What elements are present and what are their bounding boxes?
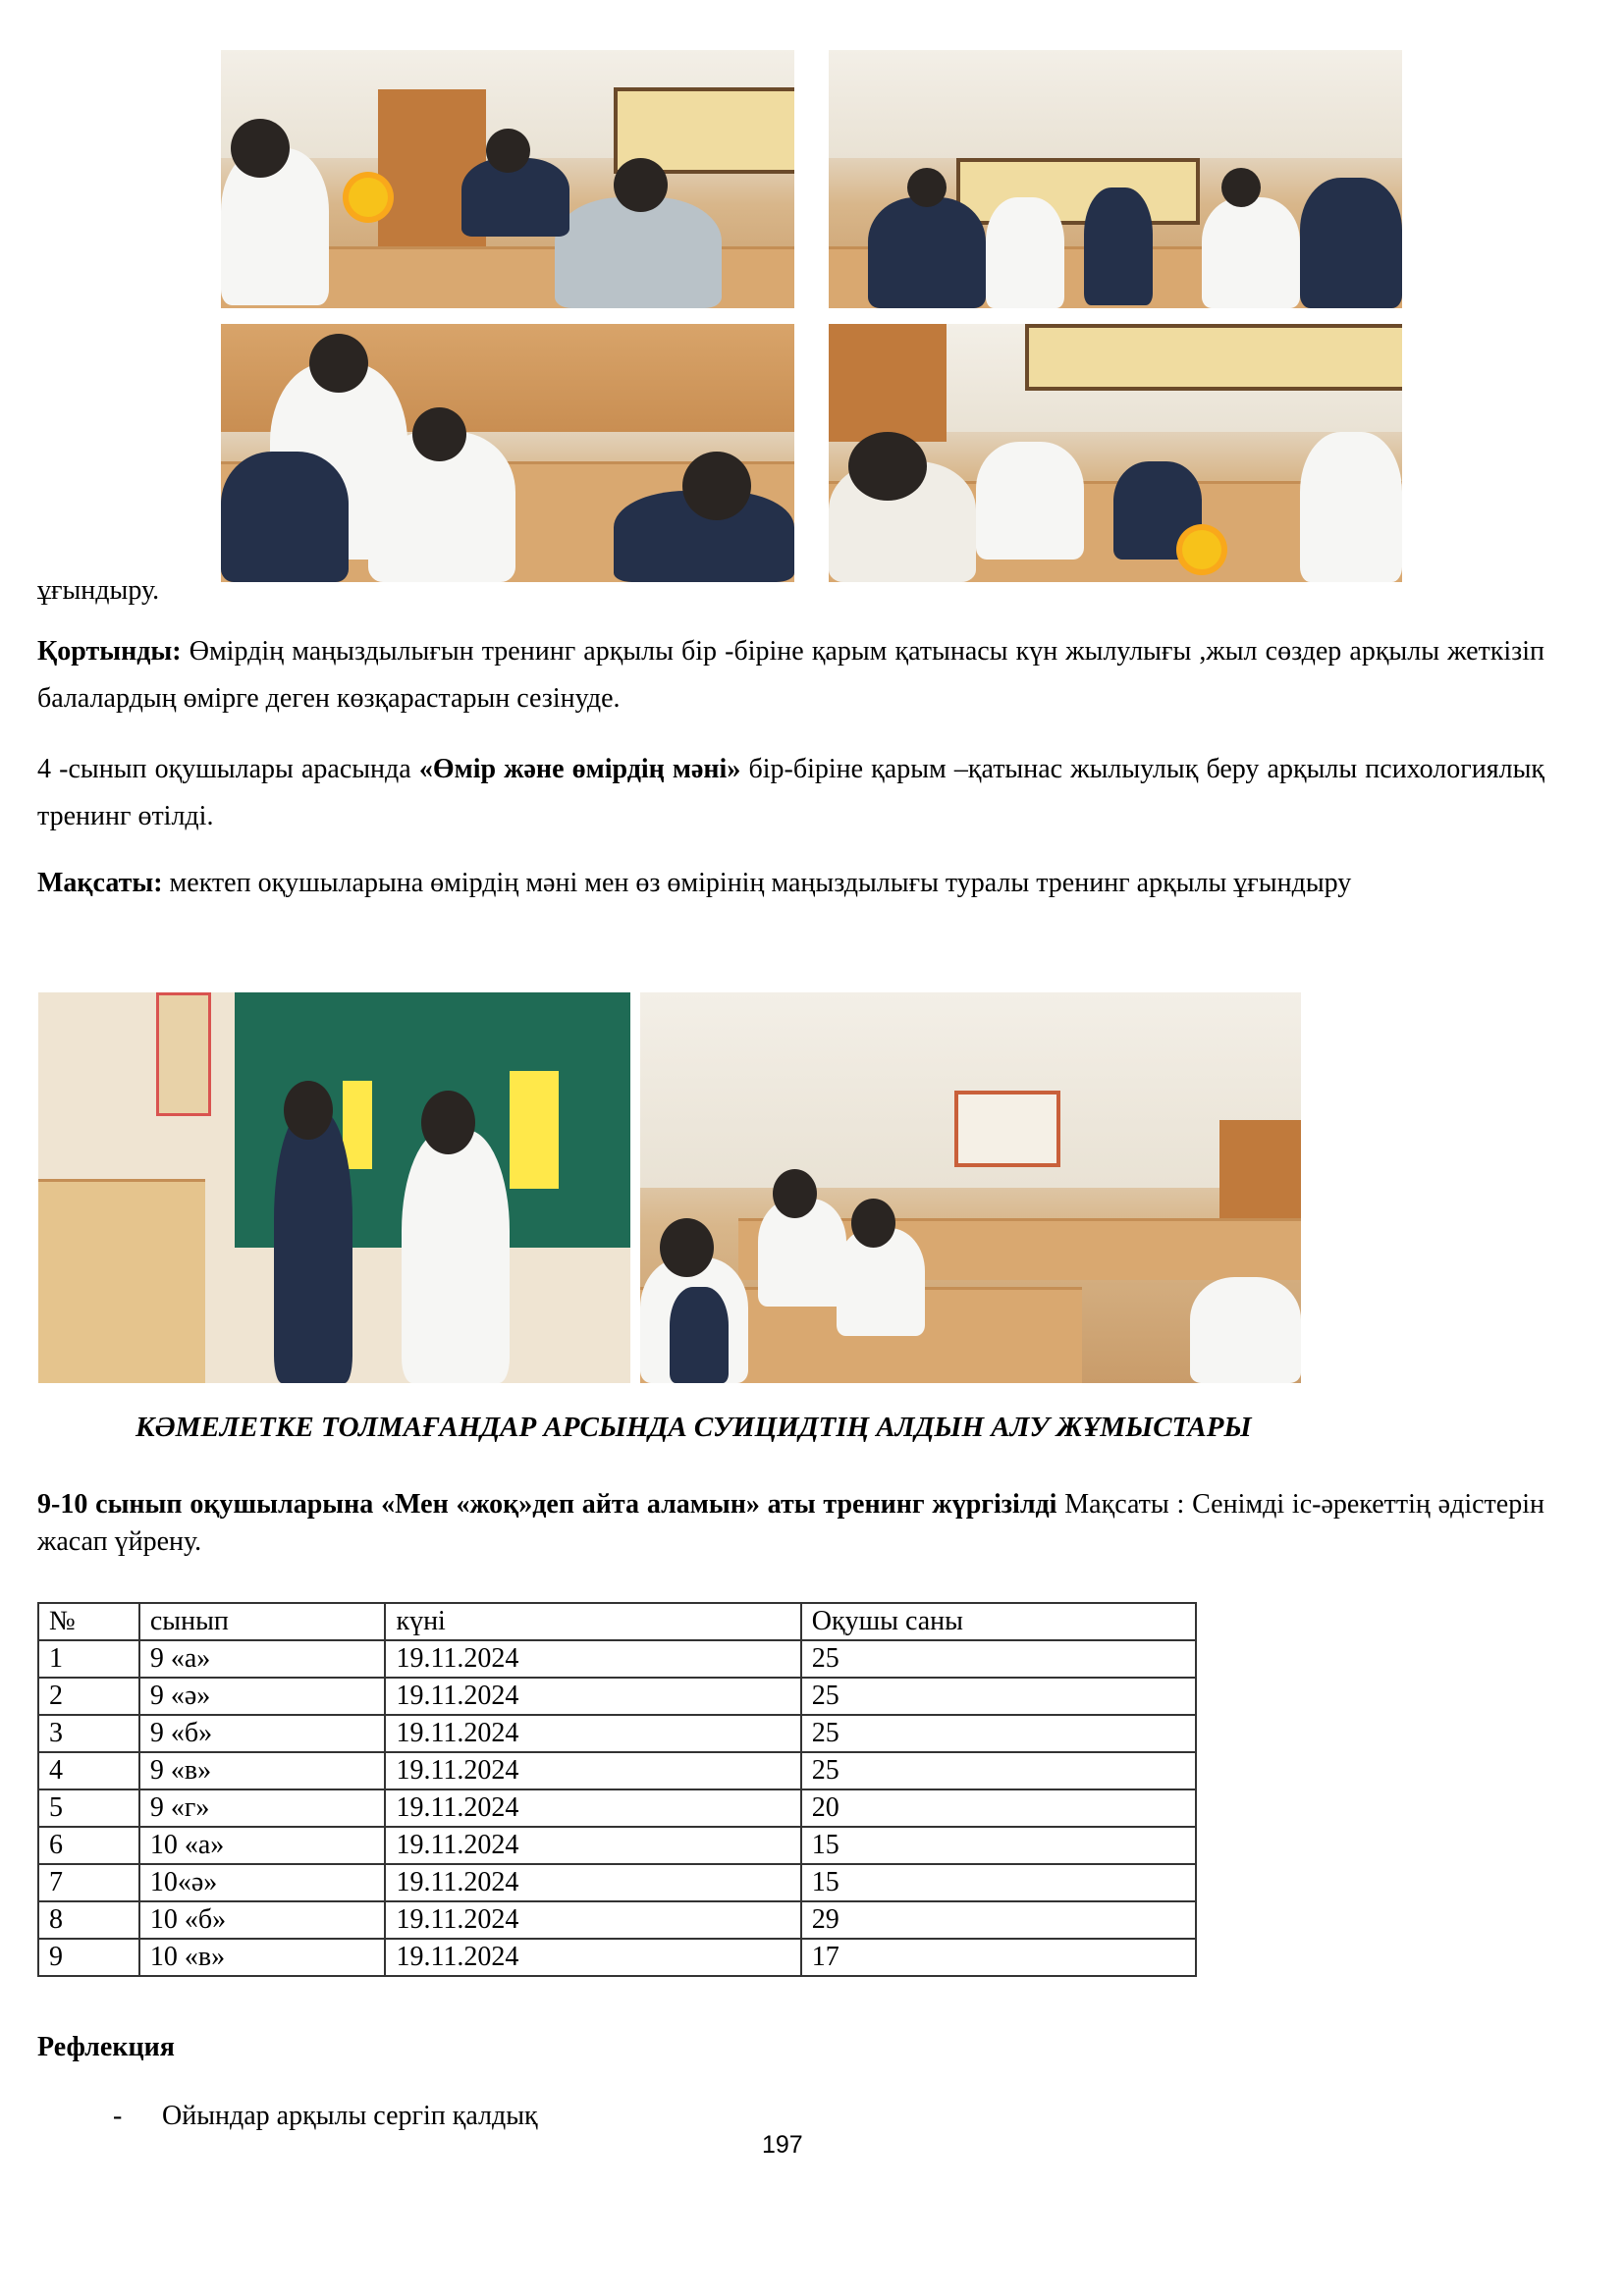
cell-number: 3 (38, 1715, 139, 1752)
cell-date: 19.11.2024 (385, 1789, 800, 1827)
cell-number: 2 (38, 1678, 139, 1715)
summary-paragraph (37, 628, 1544, 722)
cell-date: 19.11.2024 (385, 1939, 800, 1976)
reflection-item: Ойындар арқылы сергіп қалдық (162, 2101, 538, 2131)
cell-count: 15 (801, 1864, 1196, 1901)
cell-count: 20 (801, 1789, 1196, 1827)
cell-count: 25 (801, 1678, 1196, 1715)
session-paragraph (37, 1486, 1544, 1561)
table-header-row (38, 1603, 1196, 1640)
training-note-paragraph (37, 746, 1544, 840)
cell-class: 9 «ә» (139, 1678, 386, 1715)
cell-number: 5 (38, 1789, 139, 1827)
cell-date: 19.11.2024 (385, 1640, 800, 1678)
cell-number: 7 (38, 1864, 139, 1901)
cell-count: 15 (801, 1827, 1196, 1864)
cell-number: 8 (38, 1901, 139, 1939)
table-row (38, 1827, 1196, 1864)
reflection-heading: Рефлекция (37, 2032, 175, 2062)
training-note-suffix: бір-біріне қарым –қатынас жылыулық беру арқылы психологиялық тренинг өтілді. (37, 754, 1544, 831)
summary-text: Өмірдің маңыздылығын тренинг арқылы бір -біріне қарым қатынасы күн жылулығы ,жыл сөздер арқылы жеткізіп балалардың өмірге деген көзқарастарын сезінуде. (37, 636, 1544, 714)
table-row (38, 1715, 1196, 1752)
page-number: 197 (762, 2131, 803, 2159)
header-student-count: Оқушы саны (801, 1603, 1196, 1640)
session-goal: Мақсаты : Сенімді іс-әрекеттің әдістерін жасап үйрену. (37, 1489, 1544, 1557)
header-date: күні (385, 1603, 800, 1640)
cell-class: 9 «г» (139, 1789, 386, 1827)
cell-count: 29 (801, 1901, 1196, 1939)
cell-class: 9 «в» (139, 1752, 386, 1789)
cell-class: 10 «в» (139, 1939, 386, 1976)
table-row (38, 1640, 1196, 1678)
classroom-photo-6 (640, 992, 1301, 1383)
table-row (38, 1901, 1196, 1939)
table-row (38, 1864, 1196, 1901)
cell-class: 10 «а» (139, 1827, 386, 1864)
cell-count: 25 (801, 1715, 1196, 1752)
header-number: № (38, 1603, 139, 1640)
table-row (38, 1752, 1196, 1789)
classroom-photo-2 (829, 50, 1402, 308)
reflection-bullet: - (113, 2101, 123, 2131)
table-row (38, 1789, 1196, 1827)
cell-count: 17 (801, 1939, 1196, 1976)
cell-date: 19.11.2024 (385, 1864, 800, 1901)
cell-number: 6 (38, 1827, 139, 1864)
goal-paragraph (37, 860, 1544, 907)
table-row (38, 1939, 1196, 1976)
cell-class: 10«ә» (139, 1864, 386, 1901)
cell-date: 19.11.2024 (385, 1752, 800, 1789)
classroom-photo-4 (829, 324, 1402, 582)
classroom-photo-5 (38, 992, 630, 1383)
cell-class: 9 «б» (139, 1715, 386, 1752)
cell-number: 1 (38, 1640, 139, 1678)
cell-number: 4 (38, 1752, 139, 1789)
header-class: сынып (139, 1603, 386, 1640)
cell-class: 9 «а» (139, 1640, 386, 1678)
training-title: «Өмір және өмірдің мәні» (418, 754, 741, 784)
cell-class: 10 «б» (139, 1901, 386, 1939)
cell-count: 25 (801, 1640, 1196, 1678)
goal-label: Мақсаты: (37, 868, 163, 898)
classroom-photo-3 (221, 324, 794, 582)
session-title: 9-10 сынып оқушыларына «Мен «жоқ»деп айта аламын» аты тренинг жүргізілді (37, 1489, 1057, 1520)
cell-date: 19.11.2024 (385, 1901, 800, 1939)
goal-text: мектеп оқушыларына өмірдің мәні мен өз өмірінің маңыздылығы туралы тренинг арқылы ұғындыру (162, 868, 1352, 898)
summary-label: Қортынды: (37, 636, 182, 667)
classroom-photo-1 (221, 50, 794, 308)
cell-count: 25 (801, 1752, 1196, 1789)
cell-date: 19.11.2024 (385, 1715, 800, 1752)
section-heading: КӘМЕЛЕТКЕ ТОЛМАҒАНДАР АРСЫНДА СУИЦИДТІҢ АЛДЫН АЛУ ЖҰМЫСТАРЫ (135, 1412, 1252, 1443)
cell-date: 19.11.2024 (385, 1827, 800, 1864)
cell-date: 19.11.2024 (385, 1678, 800, 1715)
cell-number: 9 (38, 1939, 139, 1976)
training-note-prefix: 4 -сынып оқушылары арасында (37, 754, 419, 784)
intro-tail-text: ұғындыру. (37, 575, 160, 606)
table-row (38, 1678, 1196, 1715)
class-sessions-table (37, 1602, 1197, 1977)
